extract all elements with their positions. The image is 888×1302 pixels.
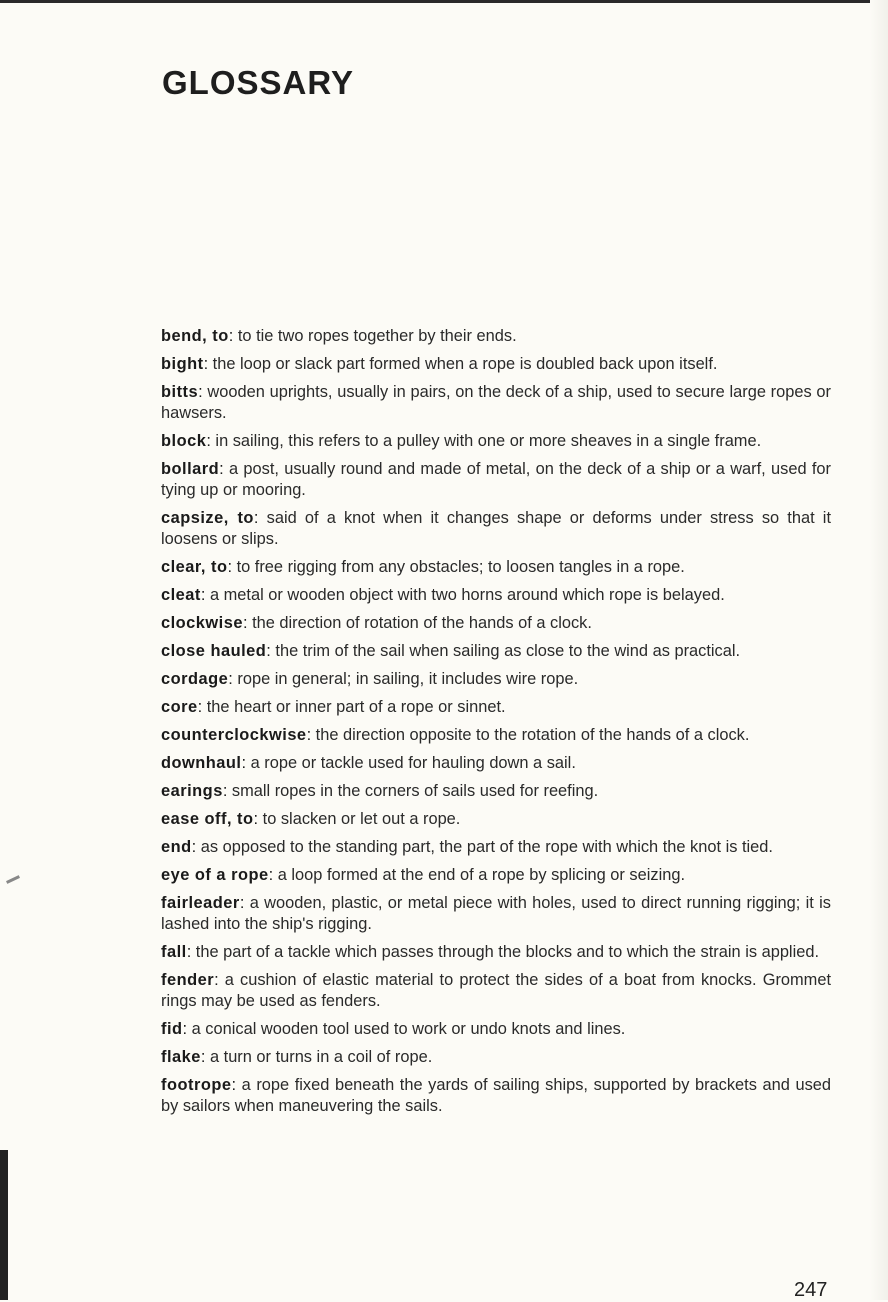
- page-number: 247: [794, 1279, 828, 1301]
- glossary-definition: a turn or turns in a coil of rope.: [209, 1048, 433, 1066]
- glossary-entry: block: in sailing, this refers to a pulley with one or more sheaves in a single frame.: [161, 432, 762, 450]
- scan-speck: [6, 875, 20, 884]
- glossary-term: fall: [161, 943, 187, 961]
- glossary-entry: clockwise: the direction of rotation of the hands of a clock.: [161, 614, 592, 632]
- glossary-entry: bitts: wooden uprights, usually in pairs, on the deck of a ship, used to secure large ropes or hawsers.: [161, 383, 832, 422]
- top-border-rule: [0, 0, 888, 3]
- glossary-term: clockwise: [161, 614, 243, 632]
- glossary-term: flake: [161, 1048, 201, 1066]
- glossary-term: earings: [161, 782, 223, 800]
- page-edge-shadow: [870, 0, 888, 1300]
- glossary-definition: a metal or wooden object with two horns around which rope is belayed.: [209, 586, 725, 604]
- glossary-entry: fall: the part of a tackle which passes through the blocks and to which the strain is applied.: [161, 943, 820, 961]
- binding-shadow: [0, 1150, 8, 1300]
- glossary-entry: fid: a conical wooden tool used to work or undo knots and lines.: [161, 1020, 626, 1038]
- glossary-term: cleat: [161, 586, 201, 604]
- glossary-definition: a post, usually round and made of metal, on the deck of a ship or a warf, used for tying up or mooring.: [161, 460, 831, 499]
- glossary-term: bitts: [161, 383, 199, 401]
- glossary-definition: the part of a tackle which passes through the blocks and to which the strain is applied.: [195, 943, 820, 961]
- glossary-entry: flake: a turn or turns in a coil of rope.: [161, 1048, 433, 1066]
- glossary-entry: counterclockwise: the direction opposite to the rotation of the hands of a clock.: [161, 726, 750, 744]
- glossary-definition: small ropes in the corners of sails used for reefing.: [231, 782, 599, 800]
- glossary-term: close hauled: [161, 642, 267, 660]
- glossary-entry: earings: small ropes in the corners of sails used for reefing.: [161, 782, 599, 800]
- glossary-definition: the loop or slack part formed when a rope is doubled back upon itself.: [212, 355, 718, 373]
- glossary-definition: a cushion of elastic material to protect the sides of a boat from knocks. Grommet rings may be used as fenders.: [161, 971, 831, 1010]
- glossary-entry: fairleader: a wooden, plastic, or metal piece with holes, used to direct running rigging; it is lashed into the ship's rigging.: [161, 894, 831, 933]
- glossary-entry: bollard: a post, usually round and made of metal, on the deck of a ship or a warf, used for tying up or mooring.: [161, 460, 831, 499]
- glossary-definition: rope in general; in sailing, it includes wire rope.: [237, 670, 579, 688]
- glossary-entry: cleat: a metal or wooden object with two horns around which rope is belayed.: [161, 586, 725, 604]
- glossary-definition: a rope fixed beneath the yards of sailing ships, supported by brackets and used by sailors when maneuvering the sails.: [161, 1076, 832, 1115]
- glossary-definition: as opposed to the standing part, the part of the rope with which the knot is tied.: [200, 838, 773, 856]
- glossary-entry: ease off, to: to slacken or let out a rope.: [161, 810, 461, 828]
- glossary-definition: to free rigging from any obstacles; to loosen tangles in a rope.: [236, 558, 685, 576]
- glossary-term: downhaul: [161, 754, 242, 772]
- glossary-term: end: [161, 838, 192, 856]
- glossary-term: cordage: [161, 670, 229, 688]
- glossary-term: counterclockwise: [161, 726, 307, 744]
- glossary-entry: footrope: a rope fixed beneath the yards of sailing ships, supported by brackets and used by sailors when maneuvering the sails.: [161, 1076, 832, 1115]
- glossary-entry: downhaul: a rope or tackle used for hauling down a sail.: [161, 754, 576, 772]
- glossary-entry: capsize, to: said of a knot when it changes shape or deforms under stress so that it loosens or slips.: [161, 509, 832, 548]
- glossary-definition: said of a knot when it changes shape or deforms under stress so that it loosens or slips.: [161, 509, 832, 548]
- glossary-definition: a rope or tackle used for hauling down a sail.: [250, 754, 576, 772]
- glossary-entry: cordage: rope in general; in sailing, it includes wire rope.: [161, 670, 579, 688]
- glossary-term: eye of a rope: [161, 866, 269, 884]
- glossary-term: bend, to: [161, 327, 229, 345]
- glossary-definition: a loop formed at the end of a rope by splicing or seizing.: [277, 866, 686, 884]
- glossary-entry: bend, to: to tie two ropes together by their ends.: [161, 327, 517, 345]
- glossary-definition: the heart or inner part of a rope or sinnet.: [206, 698, 506, 716]
- glossary-entry: core: the heart or inner part of a rope or sinnet.: [161, 698, 506, 716]
- glossary-term: capsize, to: [161, 509, 254, 527]
- glossary-term: block: [161, 432, 207, 450]
- glossary-term: core: [161, 698, 198, 716]
- glossary-term: bollard: [161, 460, 220, 478]
- glossary-definition: a wooden, plastic, or metal piece with holes, used to direct running rigging; it is lashed into the ship's rigging.: [161, 894, 831, 933]
- glossary-entry: eye of a rope: a loop formed at the end of a rope by splicing or seizing.: [161, 866, 686, 884]
- glossary-term: fairleader: [161, 894, 240, 912]
- glossary-term: fender: [161, 971, 215, 989]
- glossary-definition: to tie two ropes together by their ends.: [237, 327, 517, 345]
- glossary-definition: the direction of rotation of the hands of a clock.: [252, 614, 592, 632]
- glossary-term: fid: [161, 1020, 183, 1038]
- glossary-term: clear, to: [161, 558, 228, 576]
- glossary-term: bight: [161, 355, 204, 373]
- glossary-entry: close hauled: the trim of the sail when sailing as close to the wind as practical.: [161, 642, 741, 660]
- glossary-definition: in sailing, this refers to a pulley with one or more sheaves in a single frame.: [215, 432, 762, 450]
- glossary-entry: bight: the loop or slack part formed when a rope is doubled back upon itself.: [161, 355, 718, 373]
- glossary-definition: wooden uprights, usually in pairs, on the deck of a ship, used to secure large ropes or hawsers.: [161, 383, 832, 422]
- glossary-term: ease off, to: [161, 810, 254, 828]
- glossary-list: [161, 326, 831, 1124]
- glossary-entry: clear, to: to free rigging from any obstacles; to loosen tangles in a rope.: [161, 558, 685, 576]
- glossary-term: footrope: [161, 1076, 232, 1094]
- glossary-entry: end: as opposed to the standing part, the part of the rope with which the knot is tied.: [161, 838, 773, 856]
- glossary-definition: the direction opposite to the rotation of the hands of a clock.: [315, 726, 750, 744]
- glossary-definition: to slacken or let out a rope.: [262, 810, 461, 828]
- glossary-definition: a conical wooden tool used to work or undo knots and lines.: [191, 1020, 626, 1038]
- glossary-definition: the trim of the sail when sailing as close to the wind as practical.: [275, 642, 741, 660]
- page-title: GLOSSARY: [162, 64, 354, 101]
- glossary-entry: fender: a cushion of elastic material to protect the sides of a boat from knocks. Grommet rings may be used as fenders.: [161, 971, 831, 1010]
